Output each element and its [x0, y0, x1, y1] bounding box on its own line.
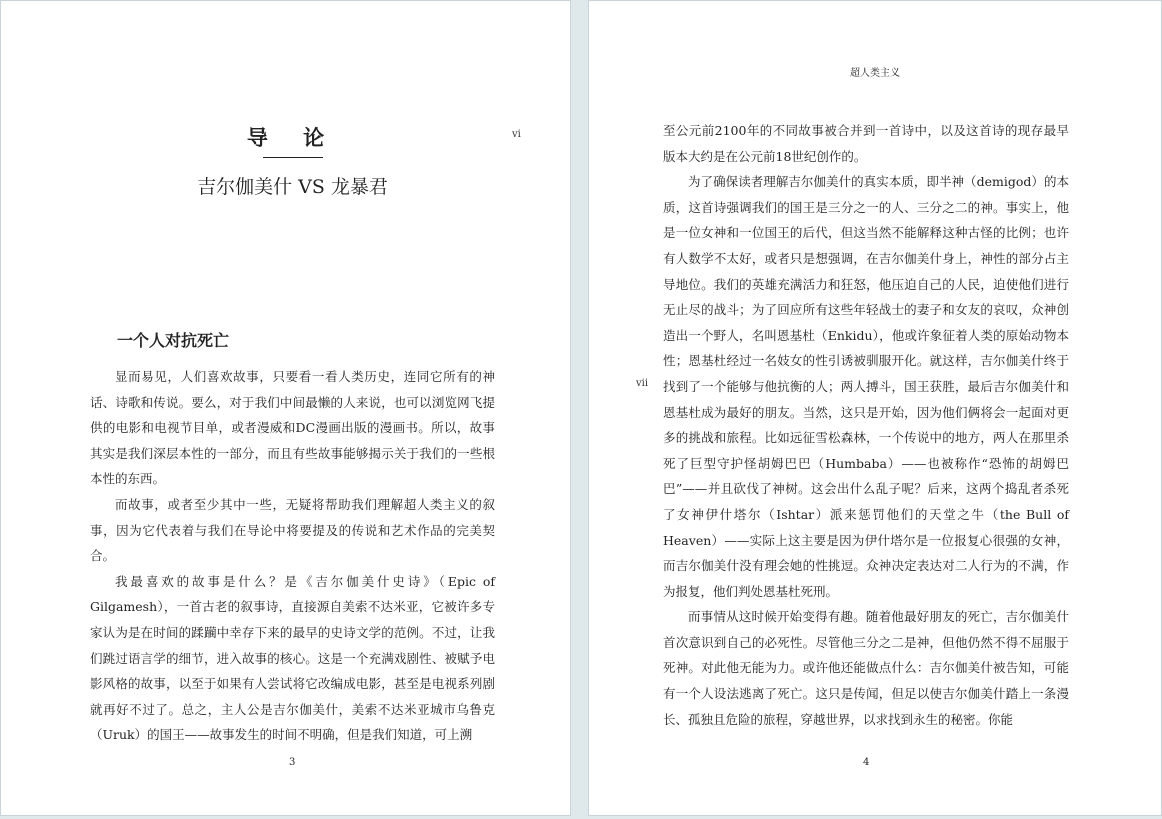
paragraph: 至公元前2100年的不同故事被合并到一首诗中，以及这首诗的现存最早版本大约是在公元前18世纪创作的。 — [663, 123, 1069, 164]
title-rule — [263, 157, 323, 158]
chapter-title: 导 论 — [246, 125, 339, 150]
page-number-left: 3 — [289, 757, 296, 768]
chapter-subtitle: 吉尔伽美什 VS 龙暴君 — [197, 176, 388, 198]
section-heading: 一个人对抗死亡 — [117, 331, 230, 350]
running-head: 超人类主义 — [850, 68, 900, 79]
paragraph: 而故事，或者至少其中一些，无疑将帮助我们理解超人类主义的叙事，因为它代表着与我们在导论中将要提及的传说和艺术作品的完美契合。 — [90, 496, 495, 564]
left-body-text — [90, 364, 495, 748]
paragraph: 我最喜欢的故事是什么？是《吉尔伽美什史诗》（Epic of Gilgamesh），一首古老的叙事诗，直接源自美索不达米亚，它被许多专家认为是在时间的蹂躏中幸存下来的最早的史诗文学的范例。不过，让我们跳过语言学的细节，进入故事的核心。这是一个充满戏剧性、被赋予电影风格的故事，以至于如果有人尝试将它改编成电影，甚至是电视系列剧就再好不过了。总之，主人公是吉尔伽美什，美索不达米亚城市乌鲁克（Uruk）的国王——故事发生的时间不明确，但是我们知道，可上溯 — [90, 573, 495, 743]
paragraph: 显而易见，人们喜欢故事，只要看一看人类历史，连同它所有的神话、诗歌和传说。要么，对于我们中间最懒的人来说，也可以浏览网飞提供的电影和电视节目单，或者漫威和DC漫画出版的漫画书。所以，故事其实是我们深层本性的一部分，而且有些故事能够揭示关于我们的一些根本性的东西。 — [90, 369, 495, 487]
paragraph: 而事情从这时候开始变得有趣。随着他最好朋友的死亡，吉尔伽美什首次意识到自己的必死性。尽管他三分之二是神，但他仍然不得不屈服于死神。对此他无能为力。或许他还能做点什么：吉尔伽美什被告知，可能有一个人设法逃离了死亡。这只是传闻，但足以使吉尔伽美什踏上一条漫长、孤独且危险的旅程，穿越世界，以求找到永生的秘密。你能 — [663, 609, 1069, 727]
page-number-right: 4 — [863, 757, 870, 768]
margin-number-right: vii — [636, 378, 649, 389]
paragraph: 为了确保读者理解吉尔伽美什的真实本质，即半神（demigod）的本质，这首诗强调我们的国王是三分之一的人、三分之二的神。事实上，他是一位女神和一位国王的后代，但这当然不能解释这种古怪的比例；也许有人数学不太好，或者只是想强调，在吉尔伽美什身上，神性的部分占主导地位。我们的英雄充满活力和狂怒，他压迫自己的人民，迫使他们进行无止尽的战斗；为了回应所有这些年轻战士的妻子和女友的哀叹，众神创造出一个野人，名叫恩基杜（Enkidu），他或许象征着人类的原始动物本性；恩基杜经过一名妓女的性引诱被驯服开化。就这样，吉尔伽美什终于找到了一个能够与他抗衡的人；两人搏斗，国王获胜，最后吉尔伽美什和恩基杜成为最好的朋友。当然，这只是开始，因为他们俩将会一起面对更多的挑战和旅程。比如远征雪松森林，一个传说中的地方，两人在那里杀死了巨型守护怪胡姆巴巴（Humbaba）——也被称作“恐怖的胡姆巴巴”——并且砍伐了神树。这会出什么乱子呢？后来，这两个捣乱者杀死了女神伊什塔尔（Ishtar）派来惩罚他们的天堂之牛（the Bull of Heaven）——实际上这主要是因为伊什塔尔是一位报复心很强的女神，而吉尔伽美什没有理会她的性挑逗。众神决定表达对二人行为的不满，作为报复，他们判处恩基杜死刑。 — [663, 174, 1069, 599]
right-body-text — [663, 118, 1069, 732]
margin-number-left: vi — [512, 129, 521, 140]
